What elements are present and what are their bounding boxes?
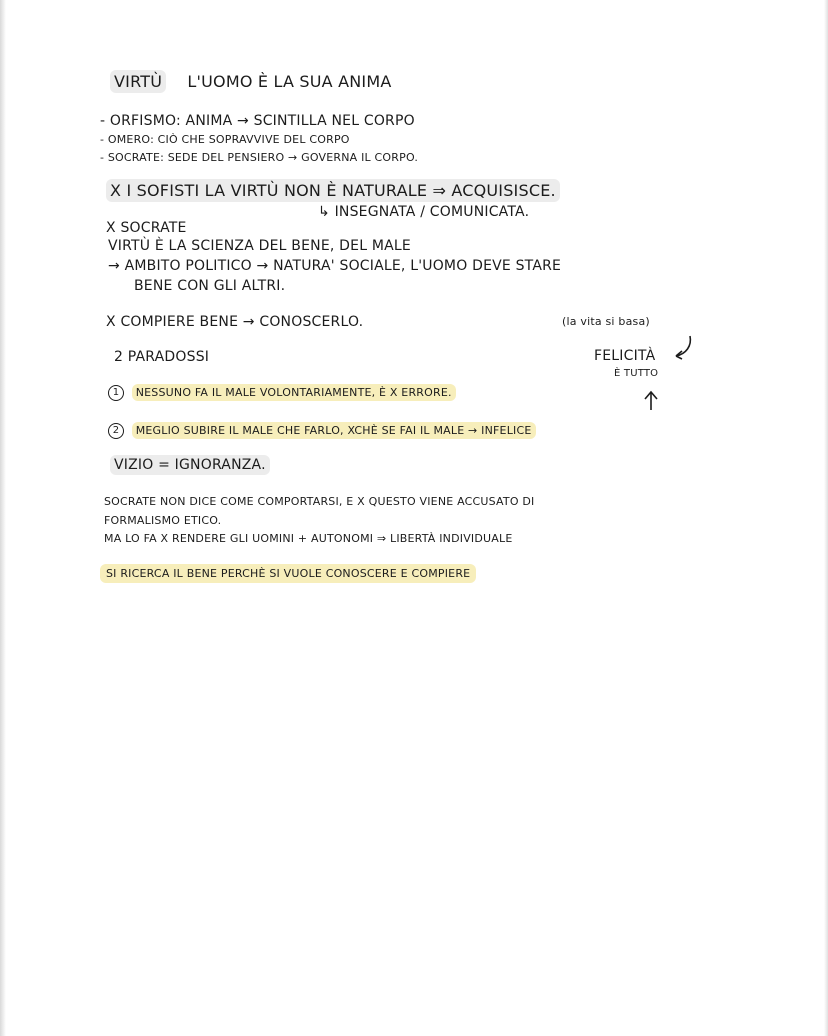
vizio-text: VIZIO = IGNORANZA. <box>110 455 270 475</box>
line-virtu-scienza: VIRTÙ È LA SCIENZA DEL BENE, DEL MALE <box>108 238 411 254</box>
line-paradossi: 2 PARADOSSI <box>114 349 210 365</box>
si-ricerca-text: SI RICERCA IL BENE PERCHÈ SI VUOLE CONOSCERE E COMPIERE <box>100 564 476 583</box>
e-tutto-label: È TUTTO <box>614 368 659 379</box>
up-arrow-icon <box>640 388 662 412</box>
line-compiere: X COMPIERE BENE → CONOSCERLO. <box>106 314 364 330</box>
title-subtitle: L'UOMO È LA SUA ANIMA <box>187 72 392 91</box>
title-virtu: VIRTÙ <box>110 70 166 93</box>
paradosso-1-text: NESSUNO FA IL MALE VOLONTARIAMENTE, È X ERRORE. <box>132 384 456 401</box>
paradosso-1 <box>108 385 456 401</box>
line-socrate-non-dice: SOCRATE NON DICE COME COMPORTARSI, E X QUESTO VIENE ACCUSATO DI <box>104 495 535 508</box>
line-ambito-politico: → AMBITO POLITICO → NATURA' SOCIALE, L'UOMO DEVE STARE <box>108 258 562 274</box>
curved-arrow-icon <box>668 332 696 362</box>
line-insegnata: ↳ INSEGNATA / COMUNICATA. <box>318 204 530 220</box>
felicita-label: FELICITÀ <box>594 348 656 364</box>
line-omero: - OMERO: CIÒ CHE SOPRAVVIVE DEL CORPO <box>100 133 350 146</box>
paradosso-2 <box>108 423 536 439</box>
sofisti-text: X I SOFISTI LA VIRTÙ NON È NATURALE ⇒ ACQUISISCE. <box>106 179 560 202</box>
line-si-ricerca <box>100 568 476 579</box>
page-edge-left <box>0 0 6 1036</box>
title-line <box>110 74 392 90</box>
line-vizio <box>110 458 270 472</box>
line-ma-lo-fa: MA LO FA X RENDERE GLI UOMINI + AUTONOMI ⇒ LIBERTÀ INDIVIDUALE <box>104 532 513 545</box>
line-la-vita: (la vita si basa) <box>562 315 650 328</box>
number-1-badge: 1 <box>108 385 124 401</box>
number-2-badge: 2 <box>108 423 124 439</box>
line-orfismo: - ORFISMO: ANIMA → SCINTILLA NEL CORPO <box>100 113 415 129</box>
line-bene-altri: BENE CON GLI ALTRI. <box>134 278 286 294</box>
paradosso-2-text: MEGLIO SUBIRE IL MALE CHE FARLO, XCHÈ SE FAI IL MALE → INFELICE <box>132 422 536 439</box>
line-formalismo: FORMALISMO ETICO. <box>104 514 222 527</box>
line-sofisti <box>106 183 560 199</box>
line-x-socrate: X SOCRATE <box>106 220 187 236</box>
page-edge-right <box>824 0 828 1036</box>
line-socrate-sede: - SOCRATE: SEDE DEL PENSIERO → GOVERNA IL CORPO. <box>100 151 419 164</box>
